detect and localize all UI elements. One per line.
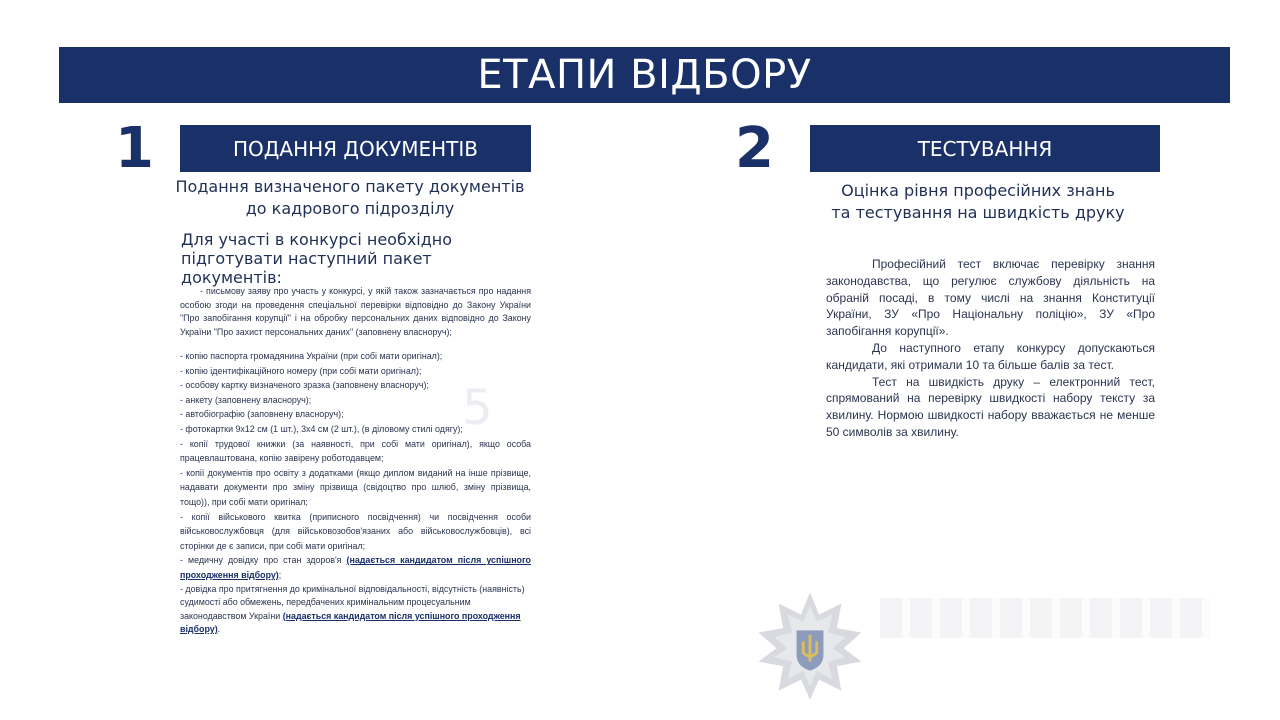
medical-text: - медичну довідку про стан здоров'я: [180, 555, 347, 566]
list-item-medical: [180, 553, 531, 582]
list-item: - фотокартки 9х12 см (1 шт.), 3х4 см (2 шт.), (в діловому стилі одягу);: [180, 423, 463, 434]
stage-1-lead: Подання визначеного пакету документів до кадрового підрозділу: [175, 177, 525, 218]
testing-description: [826, 256, 1155, 441]
list-item: - копії трудової книжки (за наявності, при собі мати оригінал), якщо особа працевлаштована, копію завірену роботодавцем;: [180, 438, 531, 464]
list-item: - письмову заяву про участь у конкурсі, у якій також зазначається про надання особою згоди на проведення спеціальної перевірки відповідно до Закону України "Про запобігання корупції" і на обробку персональних даних відповідно до Закону України "Про захист персональних даних" (заповнену власноруч);: [180, 286, 531, 337]
list-item: - автобіографію (заповнену власноруч);: [180, 409, 344, 420]
list-item: - особову картку визначеного зразка (заповнену власноруч);: [180, 380, 429, 391]
paragraph: До наступного етапу конкурсу допускаються кандидати, які отримали 10 та більше балів за тест.: [826, 340, 1155, 372]
stage-2-lead: Оцінка рівня професійних знань та тестування на швидкість друку: [831, 181, 1125, 222]
criminal-tail: .: [217, 624, 221, 634]
page-title: ЕТАПИ ВІДБОРУ: [477, 52, 812, 98]
stage-1-number: 1: [115, 116, 154, 181]
paragraph: Тест на швидкість друку – електронний тест, спрямований на перевірку швидкості набору тексту за хвилину. Нормою швидкості набору вважається не менше 50 символів за хвилину.: [826, 374, 1155, 439]
paragraph: Професійний тест включає перевірку знання законодавства, що регулює службову діяльність на обраній посаді, в тому числі на знання Конституції України, ЗУ «Про Національну поліцію», ЗУ «Про запобігання корупції».: [826, 257, 1155, 339]
list-item: - копії військового квитка (приписного посвідчення) чи посвідчення особи військовослужбовця (для військовозобов'язаних або військовослужбовців), всі сторінки де є записи, при собі мати оригінал;: [180, 511, 531, 551]
stage-2-number: 2: [735, 116, 774, 181]
documents-list: [180, 285, 531, 637]
stage-1-heading: ПОДАННЯ ДОКУМЕНТІВ: [180, 125, 531, 172]
criminal-note: (надається кандидатом після успішного проходження відбору): [180, 610, 521, 634]
stage-1-intro: Для участі в конкурсі необхідно підготувати наступний пакет документів:: [181, 230, 453, 287]
medical-note: (надається кандидатом після успішного проходження відбору): [180, 555, 531, 580]
watermark-text: [880, 598, 1210, 638]
page-title-bar: [59, 47, 1230, 103]
list-item: - копію паспорта громадянина України (при собі мати оригінал);: [180, 351, 443, 361]
list-item: - анкету (заповнену власноруч);: [180, 394, 312, 405]
list-item-criminal: [180, 583, 531, 637]
police-emblem-icon: [754, 590, 866, 702]
watermark-digit: 5: [462, 380, 493, 436]
stage-2-heading: ТЕСТУВАННЯ: [810, 125, 1160, 172]
medical-tail: ;: [278, 569, 282, 580]
list-item: - копію ідентифікаційного номеру (при собі мати оригінал);: [180, 365, 422, 376]
criminal-text: - довідка про притягнення до кримінальної відповідальності, відсутність (наявність) судимості або обмежень, передбачених кримінальним процесуальним законодавством України: [180, 583, 525, 621]
list-item: - копії документів про освіту з додатками (якщо диплом виданий на інше прізвище, надавати документи про зміну прізвища (свідоцтво про шлюб, зміну прізвища, тощо)), при собі мати оригінал;: [180, 467, 531, 507]
